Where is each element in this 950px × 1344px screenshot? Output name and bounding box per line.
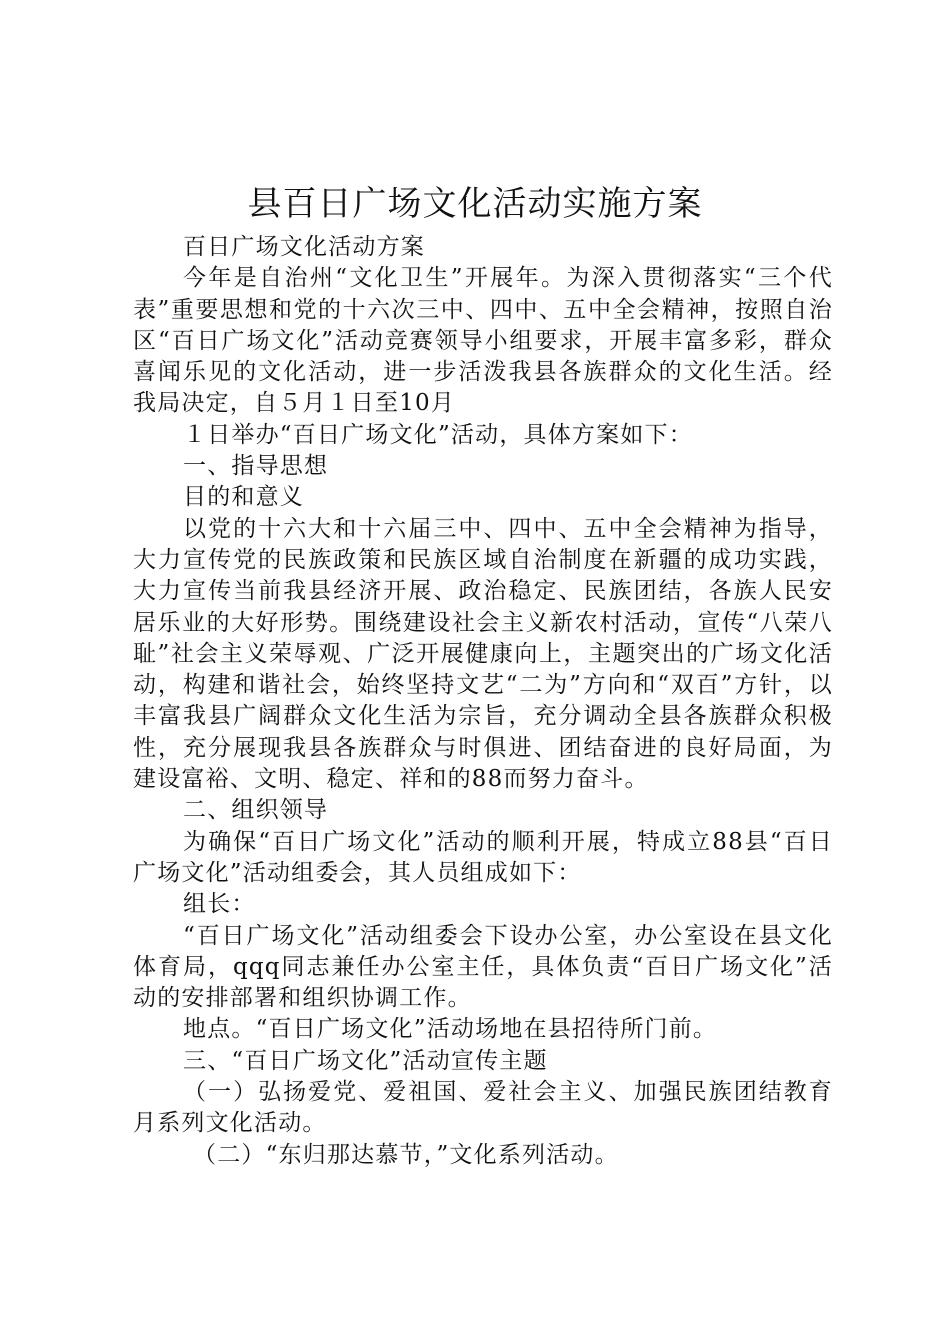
paragraph-committee: 为确保“百日广场文化”活动的顺利开展，特成立88县“百日广场文化”活动组委会，其人员组成如下：	[133, 828, 833, 886]
subheading-purpose: 目的和意义	[183, 484, 304, 511]
document-title: 县百日广场文化活动实施方案	[247, 184, 703, 224]
section-heading-guiding-thought: 一、指导思想	[183, 453, 329, 480]
paragraph-intro-continued: １日举办“百日广场文化”活动，具体方案如下：	[183, 421, 693, 448]
paragraph-location: 地点。“百日广场文化”活动场地在县招待所门前。	[183, 1016, 718, 1043]
paragraph-office: “百日广场文化”活动组委会下设办公室，办公室设在县文化体育局，qqq同志兼任办公室主任，具体负责“百日广场文化”活动的安排部署和组织协调工作。	[133, 922, 833, 1012]
paragraph-leader: 组长：	[183, 891, 256, 918]
paragraph-intro: 今年是自治州“文化卫生”开展年。为深入贯彻落实“三个代表”重要思想和党的十六次三中、四中、五中全会精神，按照自治区“百日广场文化”活动竞赛领导小组要求，开展丰富多彩，群众喜闻乐见的文化活动，进一步活泼我县各族群众的文化生活。经我局决定，自５月１日至10月	[133, 265, 833, 417]
paragraph-purpose: 以党的十六大和十六届三中、四中、五中全会精神为指导，大力宣传党的民族政策和民族区域自治制度在新疆的成功实践，大力宣传当前我县经济开展、政治稳定、民族团结，各族人民安居乐业的大好形势。围绕建设社会主义新农村活动，宣传“八荣八耻”社会主义荣辱观、广泛开展健康向上，主题突出的广场文化活动，构建和谐社会，始终坚持文艺“二为”方向和“双百”方针，以丰富我县广阔群众文化生活为宗旨，充分调动全县各族群众积极性，充分展现我县各族群众与时俱进、团结奋进的良好局面，为建设富裕、文明、稳定、祥和的88而努力奋斗。	[133, 515, 833, 793]
document-body	[133, 232, 833, 1171]
section-heading-organization: 二、组织领导	[183, 797, 329, 824]
paragraph-subtitle: 百日广场文化活动方案	[183, 234, 425, 260]
section-heading-themes: 三、“百日广场文化”活动宣传主题	[183, 1047, 548, 1074]
theme-item-1: （一）弘扬爱党、爱祖国、爱社会主义、加强民族团结教育月系列文化活动。	[133, 1079, 833, 1137]
theme-item-2: （二）“东归那达慕节，”文化系列活动。	[193, 1141, 619, 1168]
